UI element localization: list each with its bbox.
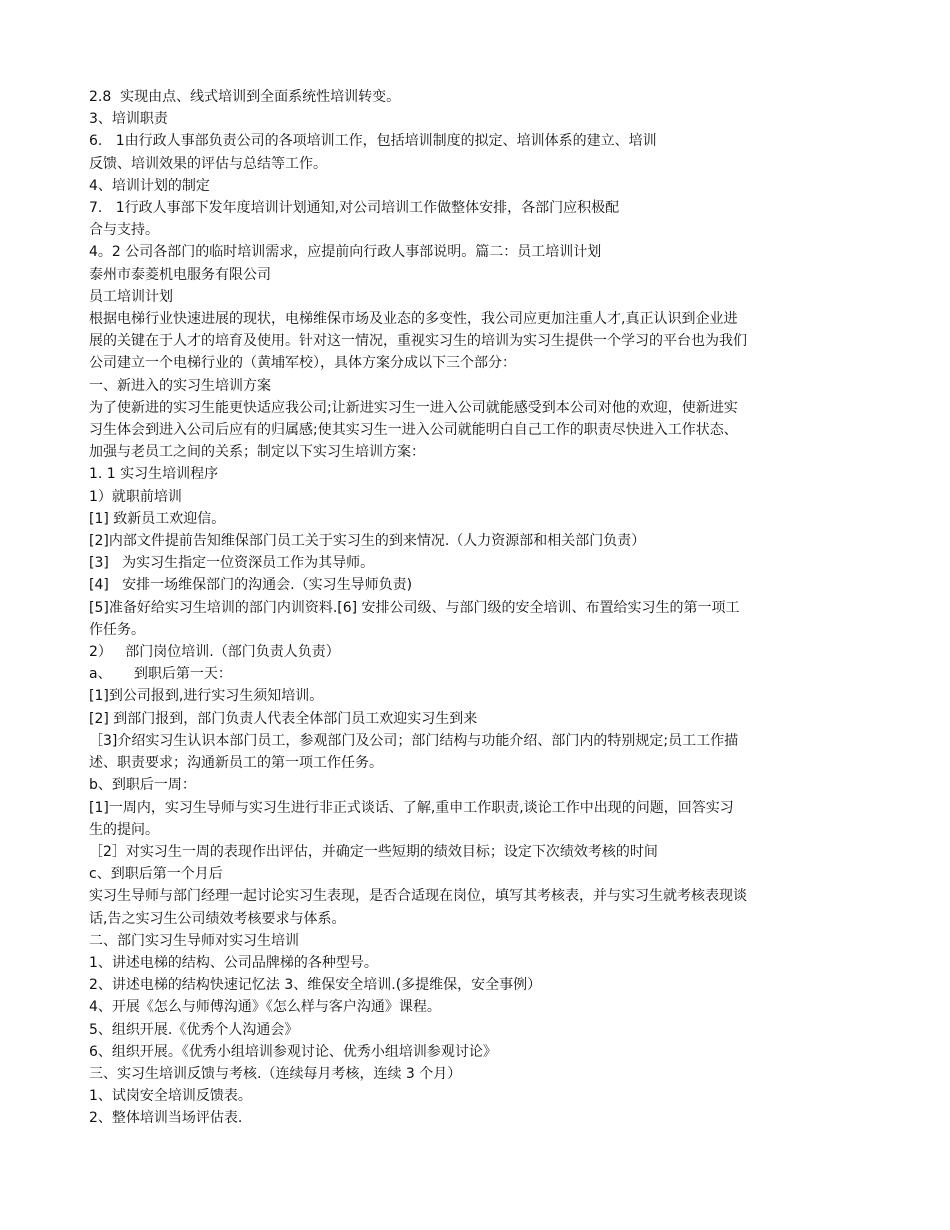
text-line: 为了使新进的实习生能更快适应我公司;让新进实习生一进入公司就能感受到本公司对他的欢迎，使新进实: [89, 399, 738, 416]
text-line: [4] 安排一场维保部门的沟通会.（实习生导师负责): [89, 577, 413, 594]
text-line: 生的提问。: [89, 821, 159, 838]
text-line: 2、讲述电梯的结构快速记忆法 3、维保安全培训.(多提维保，安全事例）: [89, 977, 542, 994]
text-line: 展的关键在于人才的培育及使用。针对这一情况，重视实习生的培训为实习生提供一个学习的平台也为我们: [89, 333, 747, 350]
document-body: [89, 86, 865, 1130]
text-line: 1、试岗安全培训反馈表。: [89, 1088, 252, 1105]
text-line: 6. 1由行政人事部负责公司的各项培训工作，包括培训制度的拟定、培训体系的建立、培训: [89, 133, 657, 150]
text-line: 4、开展《怎么与师傅沟通》《怎么样与客户沟通》课程。: [89, 999, 441, 1016]
text-line: 员工培训计划: [89, 288, 173, 305]
text-line: 7. 1行政人事部下发年度培训计划通知,对公司培训工作做整体安排，各部门应积极配: [89, 200, 620, 217]
text-line: ［3]介绍实习生认识本部门员工，参观部门及公司；部门结构与功能介绍、部门内的特别规定;员工工作描: [89, 732, 739, 749]
text-line: 1）就职前培训: [89, 488, 182, 505]
text-line: [3] 为实习生指定一位资深员工作为其导师。: [89, 555, 375, 572]
text-line: 加强与老员工之间的关系；制定以下实习生培训方案：: [89, 444, 425, 461]
text-line: b、到职后一周：: [89, 777, 196, 794]
text-line: [2]内部文件提前告知维保部门员工关于实习生的到来情况.（人力资源部和相关部门负责）: [89, 533, 646, 550]
text-line: 2） 部门岗位培训.（部门负责人负责）: [89, 644, 340, 661]
text-line: 2、整体培训当场评估表.: [89, 1110, 243, 1127]
text-line: 反馈、培训效果的评估与总结等工作。: [89, 155, 327, 172]
text-line: ［2］对实习生一周的表现作出评估，并确定一些短期的绩效目标；设定下次绩效考核的时间: [89, 843, 658, 860]
text-line: 3、培训职责: [89, 111, 168, 128]
text-line: 泰州市泰菱机电服务有限公司: [89, 266, 271, 283]
text-line: 习生体会到进入公司后应有的归属感;使其实习生一进入公司就能明白自己工作的职责尽快进入工作状态、: [89, 422, 738, 439]
text-line: 作任务。: [89, 621, 145, 638]
text-line: 公司建立一个电梯行业的（黄埔军校），具体方案分成以下三个部分：: [89, 355, 516, 372]
text-line: 三、实习生培训反馈与考核.（连续每月考核，连续 3 个月）: [89, 1065, 462, 1082]
text-line: c、到职后第一个月后: [89, 866, 223, 883]
text-line: a、 到职后第一天：: [89, 666, 232, 683]
text-line: [1]一周内，实习生导师与实习生进行非正式谈话、了解,重申工作职责,谈论工作中出现的问题，回答实习: [89, 799, 734, 816]
text-line: 6、组织开展。《优秀小组培训参观讨论、优秀小组培训参观讨论》: [89, 1043, 497, 1060]
text-line: [5]准备好给实习生培训的部门内训资料.[6] 安排公司级、与部门级的安全培训、布置给实习生的第一项工: [89, 599, 740, 616]
text-line: 1、讲述电梯的结构、公司品牌梯的各种型号。: [89, 954, 378, 971]
text-line: 实习生导师与部门经理一起讨论实习生表现，是否合适现在岗位，填写其考核表，并与实习生就考核表现谈: [89, 888, 747, 905]
text-line: 2.8 实现由点、线式培训到全面系统性培训转变。: [89, 89, 401, 105]
text-line: 5、组织开展.《优秀个人沟通会》: [89, 1021, 299, 1038]
text-line: [2] 到部门报到，部门负责人代表全体部门员工欢迎实习生到来: [89, 710, 478, 727]
text-line: 4。2 公司各部门的临时培训需求，应提前向行政人事部说明。篇二：员工培训计划: [89, 244, 602, 261]
text-line: 话,告之实习生公司绩效考核要求与体系。: [89, 910, 346, 927]
text-line: [1] 致新员工欢迎信。: [89, 510, 226, 527]
text-line: 根据电梯行业快速进展的现状，电梯维保市场及业态的多变性，我公司应更加注重人才,真正认识到企业进: [89, 311, 738, 328]
text-line: 述、职责要求；沟通新员工的第一项工作任务。: [89, 755, 383, 772]
text-line: 一、新进入的实习生培训方案: [89, 377, 271, 394]
text-line: 合与支持。: [89, 222, 159, 239]
text-line: 二、部门实习生导师对实习生培训: [89, 932, 299, 949]
text-line: [1]到公司报到,进行实习生须知培训。: [89, 688, 324, 705]
text-line: 1. 1 实习生培训程序: [89, 466, 219, 483]
text-line: 4、培训计划的制定: [89, 177, 210, 194]
